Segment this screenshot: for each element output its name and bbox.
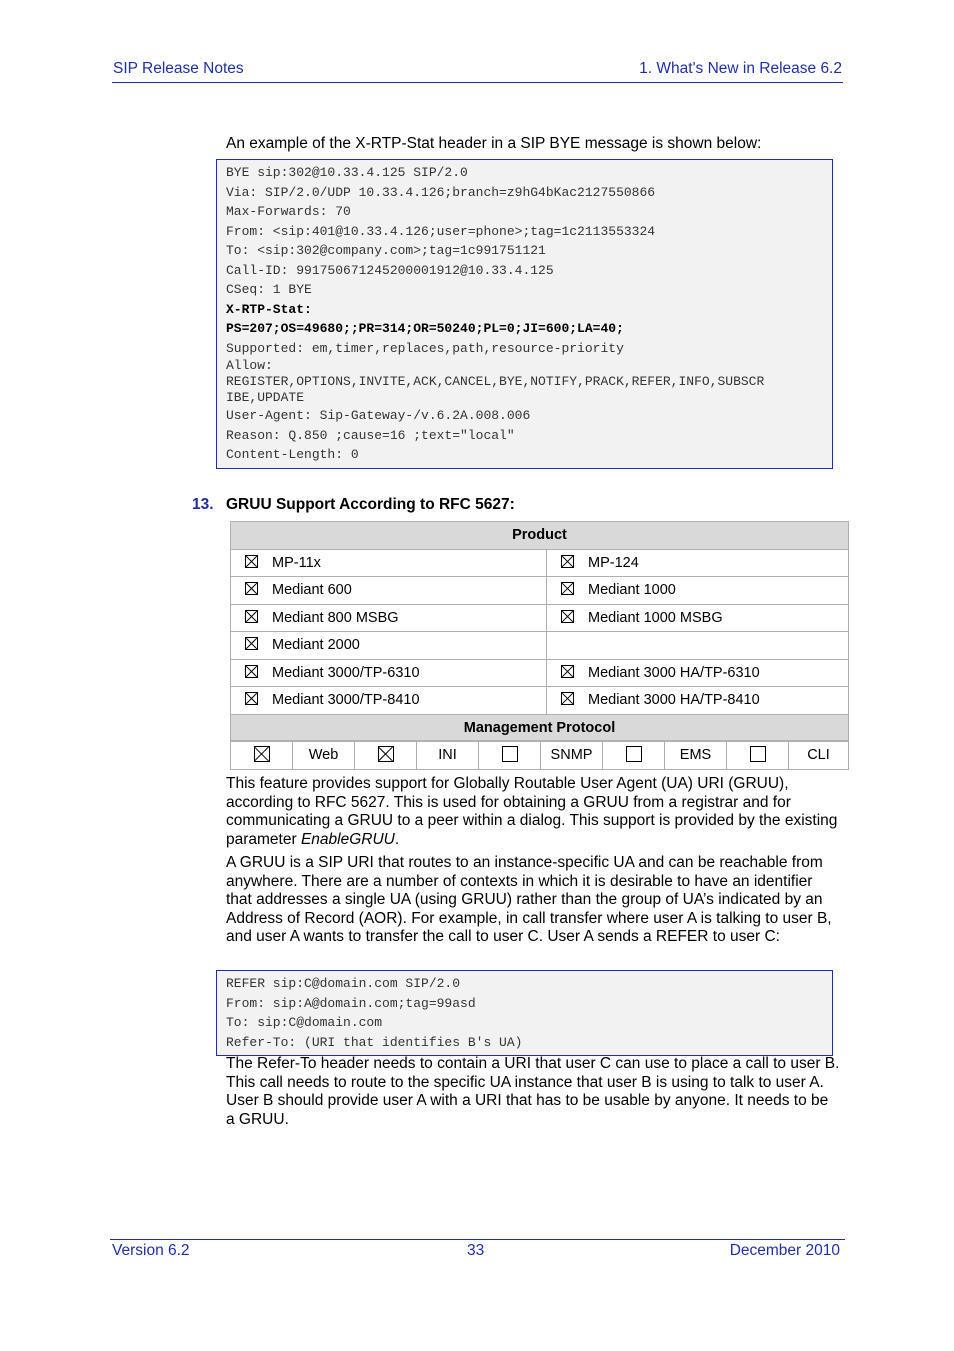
checked-box-icon	[561, 555, 574, 568]
code-line: Allow:	[226, 358, 273, 373]
product-name: Mediant 800 MSBG	[272, 609, 399, 626]
page-header	[112, 60, 843, 83]
code-line: To: <sip:302@company.com>;tag=1c991751121	[226, 243, 546, 258]
product-name: Mediant 1000	[588, 582, 676, 599]
checked-box-icon	[245, 665, 258, 678]
table-row	[231, 741, 849, 770]
protocol-ini: INI	[417, 741, 479, 770]
code-line: From: <sip:401@10.33.4.126;user=phone>;tag=1c2113553324	[226, 223, 656, 239]
code-line: User-Agent: Sip-Gateway-/v.6.2A.008.006	[226, 408, 531, 423]
table-row	[231, 687, 849, 715]
page-number: 33	[467, 1242, 485, 1259]
product-name: Mediant 3000/TP-6310	[272, 664, 420, 681]
unchecked-box-icon	[502, 746, 518, 762]
code-line: CSeq: 1 BYE	[226, 282, 312, 297]
footer-version: Version 6.2	[112, 1242, 190, 1259]
product-name: Mediant 3000 HA/TP-8410	[588, 692, 760, 709]
section-title: GRUU Support According to RFC 5627:	[226, 496, 515, 513]
checked-box-icon	[245, 582, 258, 595]
product-name: Mediant 3000/TP-8410	[272, 692, 420, 709]
product-table	[230, 521, 849, 742]
code-line-xrtp-header: X-RTP-Stat:	[226, 301, 312, 317]
table-row	[231, 659, 849, 687]
product-name: Mediant 600	[272, 582, 352, 599]
table-row	[231, 549, 849, 577]
checked-box-icon	[245, 692, 258, 705]
paragraph-text: .	[394, 830, 400, 848]
checked-box-icon	[245, 610, 258, 623]
checked-box-icon	[561, 610, 574, 623]
section-number: 13.	[192, 496, 214, 513]
protocol-snmp: SNMP	[541, 741, 603, 770]
product-name: MP-11x	[272, 554, 321, 571]
management-protocol-header: Management Protocol	[231, 714, 849, 742]
table-row	[231, 632, 849, 660]
checked-box-icon	[245, 637, 258, 650]
checked-box-icon	[561, 692, 574, 705]
parameter-name: EnableGRUU	[300, 830, 395, 848]
product-name: Mediant 3000 HA/TP-6310	[588, 664, 760, 681]
code-line-xrtp-values: PS=207;OS=49680;;PR=314;OR=50240;PL=0;JI=600;LA=40;	[226, 321, 624, 336]
refer-to-explanation-paragraph: The Refer-To header needs to contain a URI that user C can use to place a call to user B. This call needs to route to the specific UA instance that user B is using to talk to user A. User B should provide user A with a URI that has to be usable by anyone. It needs to be a GRUU.	[226, 1055, 840, 1128]
code-line: Content-Length: 0	[226, 447, 359, 462]
protocol-cli: CLI	[789, 741, 849, 770]
product-table-header: Product	[231, 522, 849, 550]
gruu-explanation-paragraph: A GRUU is a SIP URI that routes to an instance-specific UA and can be reachable from anywhere. There are a number of contexts in which it is desirable to have an identifier that addresses a single UA (using GRUU) rather than the group of UA’s indicated by an Address of Record (AOR). For example, in call transfer where user A is talking to user B, and user A wants to transfer the call to user C. User A sends a REFER to user C:	[226, 854, 832, 946]
paragraph-text: This feature provides support for Globally Routable User Agent (UA) URI (GRUU), according to RFC 5627. This is used for obtaining a GRUU from a registrar and for communicating a GRUU to a peer within a dialog. This support is provided by the existing parameter	[226, 775, 838, 848]
checked-box-icon	[561, 582, 574, 595]
code-line: IBE,UPDATE	[226, 390, 305, 405]
page-footer	[110, 1239, 845, 1264]
product-name: MP-124	[588, 554, 639, 571]
product-name: Mediant 2000	[272, 637, 360, 654]
checked-box-icon	[378, 746, 394, 762]
bye-message-code-block	[216, 159, 833, 469]
product-name: Mediant 1000 MSBG	[588, 609, 723, 626]
code-line: Reason: Q.850 ;cause=16 ;text="local"	[226, 427, 515, 443]
table-row	[231, 577, 849, 605]
code-line: From: sip:A@domain.com;tag=99asd	[226, 995, 476, 1011]
unchecked-box-icon	[626, 746, 642, 762]
code-line: Refer-To: (URI that identifies B's UA)	[226, 1034, 523, 1050]
protocol-web: Web	[293, 741, 355, 770]
unchecked-box-icon	[750, 746, 766, 762]
code-line: BYE sip:302@10.33.4.125 SIP/2.0	[226, 165, 468, 180]
code-line: Supported: em,timer,replaces,path,resource-priority	[226, 340, 624, 356]
code-line: REGISTER,OPTIONS,INVITE,ACK,CANCEL,BYE,NOTIFY,PRACK,REFER,INFO,SUBSCR	[226, 374, 765, 389]
code-line: Max-Forwards: 70	[226, 204, 351, 219]
code-line: Call-ID: 991750671245200001912@10.33.4.125	[226, 262, 554, 278]
table-row	[231, 604, 849, 632]
empty-cell	[547, 632, 849, 660]
management-protocol-table	[230, 740, 849, 770]
footer-date: December 2010	[729, 1242, 840, 1259]
gruu-description-paragraph	[226, 775, 841, 849]
checked-box-icon	[254, 746, 270, 762]
protocol-ems: EMS	[665, 741, 727, 770]
code-line: Via: SIP/2.0/UDP 10.33.4.126;branch=z9hG4bKac2127550866	[226, 184, 656, 200]
code-line: REFER sip:C@domain.com SIP/2.0	[226, 976, 461, 991]
header-doc-title: SIP Release Notes	[113, 60, 244, 77]
refer-message-code-block	[216, 970, 833, 1056]
checked-box-icon	[561, 665, 574, 678]
intro-text: An example of the X-RTP-Stat header in a SIP BYE message is shown below:	[226, 135, 762, 152]
checked-box-icon	[245, 555, 258, 568]
header-chapter-title: 1. What's New in Release 6.2	[639, 60, 842, 77]
code-line: To: sip:C@domain.com	[226, 1015, 383, 1030]
